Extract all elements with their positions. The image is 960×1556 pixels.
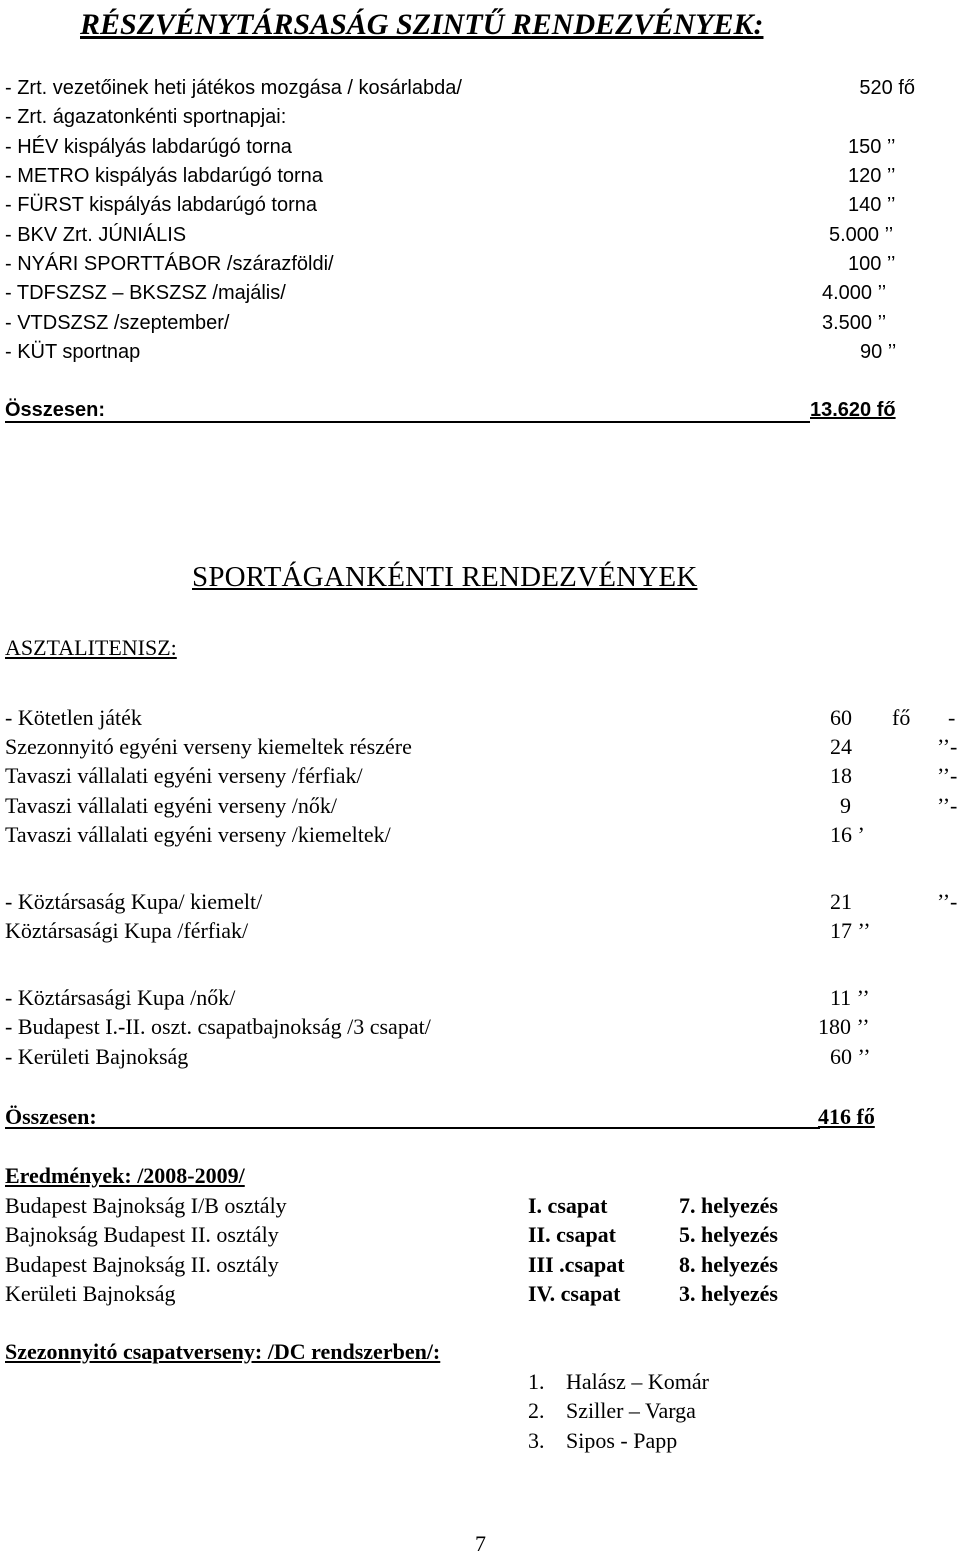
event-label: Szezonnyitó egyéni verseny kiemeltek részére bbox=[5, 734, 412, 759]
event-value: 18 bbox=[830, 763, 852, 788]
season-title: Szezonnyitó csapatverseny: /DC rendszerben/: bbox=[5, 1339, 441, 1364]
list-item-value: 150 ’’ bbox=[848, 136, 896, 158]
result-place: 5. helyezés bbox=[679, 1222, 778, 1247]
list-item-value: 90 ’’ bbox=[860, 341, 897, 363]
event-label: Tavaszi vállalati egyéni verseny /férfiak/ bbox=[5, 763, 363, 788]
list-item-label: - TDFSZSZ – BKSZSZ /majális/ bbox=[5, 282, 286, 304]
list-item-label: - METRO kispályás labdarúgó torna bbox=[5, 165, 323, 187]
list-item-label: - NYÁRI SPORTTÁBOR /szárazföldi/ bbox=[5, 253, 334, 275]
event-value: 16 ’ bbox=[830, 822, 865, 847]
total-label: Összesen: bbox=[5, 1104, 97, 1129]
list-item-label: - KÜT sportnap bbox=[5, 341, 141, 363]
event-value: 60 bbox=[830, 705, 852, 730]
list-item-value: 120 ’’ bbox=[848, 165, 896, 187]
sport-title: ASZTALITENISZ: bbox=[5, 635, 177, 660]
event-tail: ’’- bbox=[937, 793, 958, 818]
page-title: RÉSZVÉNYTÁRSASÁG SZINTŰ RENDEZVÉNYEK: bbox=[80, 8, 764, 41]
event-value: 17 ’’ bbox=[830, 918, 871, 943]
list-item-label: - Zrt. ágazatonkénti sportnapjai: bbox=[5, 106, 287, 128]
list-item-value: 5.000 ’’ bbox=[829, 224, 894, 246]
season-rank: 1. bbox=[528, 1369, 545, 1394]
result-place: 3. helyezés bbox=[679, 1281, 778, 1306]
event-tail: ’’- bbox=[937, 763, 958, 788]
season-rank: 3. bbox=[528, 1428, 545, 1453]
result-place: 7. helyezés bbox=[679, 1193, 778, 1218]
season-pair: Sipos - Papp bbox=[566, 1428, 678, 1453]
total-rule bbox=[5, 421, 810, 423]
total-rule bbox=[5, 1127, 820, 1129]
season-pair: Sziller – Varga bbox=[566, 1398, 696, 1423]
event-label: - Köztársasági Kupa /nők/ bbox=[5, 985, 236, 1010]
result-league: Budapest Bajnokság I/B osztály bbox=[5, 1193, 287, 1218]
list-item-label: - VTDSZSZ /szeptember/ bbox=[5, 312, 230, 334]
section-title: SPORTÁGANKÉNTI RENDEZVÉNYEK bbox=[192, 561, 698, 593]
total-value: 416 fő bbox=[818, 1104, 875, 1129]
event-tail: ’’- bbox=[937, 734, 958, 759]
result-league: Kerületi Bajnokság bbox=[5, 1281, 176, 1306]
event-value: 11 ’’ bbox=[830, 985, 870, 1010]
page-number: 7 bbox=[475, 1531, 486, 1556]
event-label: Tavaszi vállalati egyéni verseny /nők/ bbox=[5, 793, 338, 818]
total-label: Összesen: bbox=[5, 399, 106, 421]
event-label: Köztársasági Kupa /férfiak/ bbox=[5, 918, 249, 943]
event-value: 60 ’’ bbox=[830, 1044, 871, 1069]
list-item-value: 140 ’’ bbox=[848, 194, 896, 216]
season-pair: Halász – Komár bbox=[566, 1369, 709, 1394]
event-tail: ’’- bbox=[937, 889, 958, 914]
event-unit: fő bbox=[892, 705, 911, 730]
event-label: - Kerületi Bajnokság bbox=[5, 1044, 189, 1069]
event-value: 180 ’’ bbox=[818, 1014, 870, 1039]
list-item-value: 4.000 ’’ bbox=[822, 282, 887, 304]
event-tail: - bbox=[948, 705, 956, 730]
season-rank: 2. bbox=[528, 1398, 545, 1423]
event-value: 9 bbox=[840, 793, 851, 818]
result-league: Budapest Bajnokság II. osztály bbox=[5, 1252, 279, 1277]
total-value: 13.620 fő bbox=[810, 399, 896, 421]
results-title: Eredmények: /2008-2009/ bbox=[5, 1163, 245, 1188]
list-item-label: - BKV Zrt. JÚNIÁLIS bbox=[5, 224, 187, 246]
list-item-value: 100 ’’ bbox=[848, 253, 896, 275]
result-place: 8. helyezés bbox=[679, 1252, 778, 1277]
event-label: - Kötetlen játék bbox=[5, 705, 142, 730]
result-team: III .csapat bbox=[528, 1252, 625, 1277]
list-item-value: 520 fő bbox=[859, 77, 915, 99]
result-team: I. csapat bbox=[528, 1193, 608, 1218]
event-label: - Köztársaság Kupa/ kiemelt/ bbox=[5, 889, 263, 914]
list-item-label: - FÜRST kispályás labdarúgó torna bbox=[5, 194, 317, 216]
result-league: Bajnokság Budapest II. osztály bbox=[5, 1222, 279, 1247]
list-item-label: - Zrt. vezetőinek heti játékos mozgása / kosárlabda/ bbox=[5, 77, 462, 99]
event-value: 21 bbox=[830, 889, 852, 914]
result-team: II. csapat bbox=[528, 1222, 617, 1247]
event-label: - Budapest I.-II. oszt. csapatbajnokság /3 csapat/ bbox=[5, 1014, 431, 1039]
list-item-label: - HÉV kispályás labdarúgó torna bbox=[5, 136, 292, 158]
event-value: 24 bbox=[830, 734, 852, 759]
event-label: Tavaszi vállalati egyéni verseny /kiemeltek/ bbox=[5, 822, 391, 847]
result-team: IV. csapat bbox=[528, 1281, 621, 1306]
list-item-value: 3.500 ’’ bbox=[822, 312, 887, 334]
